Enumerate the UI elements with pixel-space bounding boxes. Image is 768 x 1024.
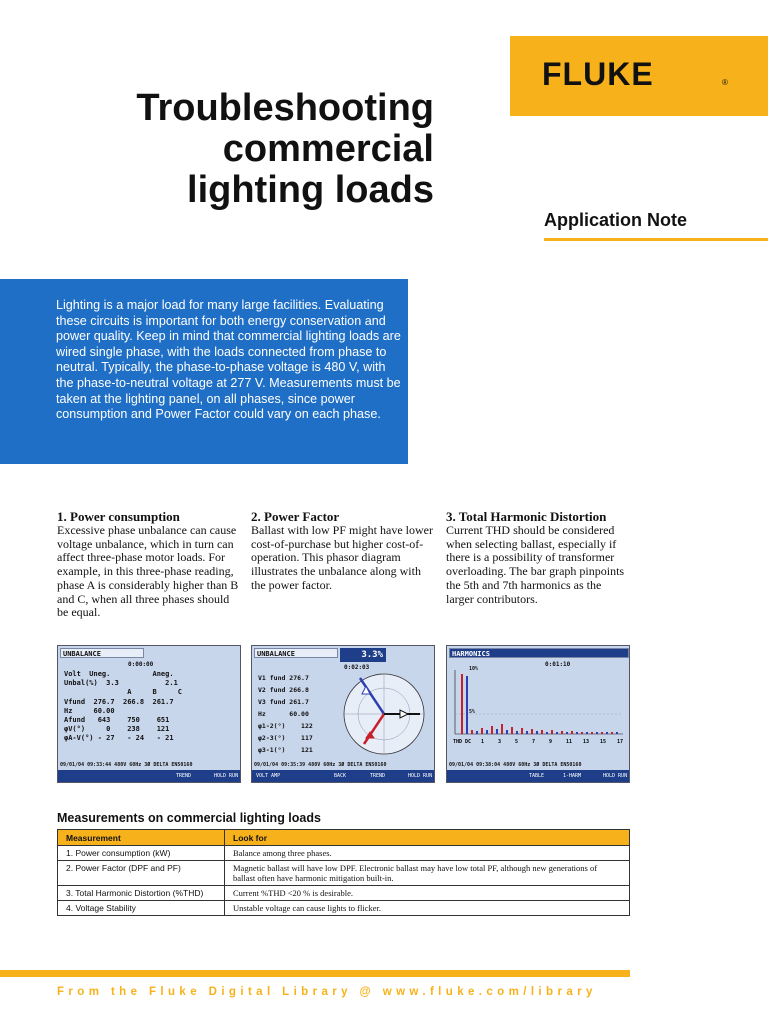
title-line-2: commercial [222,128,434,170]
section-power-consumption [57,509,241,620]
softkey-trend: TREND [176,773,192,779]
harmonic-bar [536,731,538,734]
harmonic-tick-label: 11 [566,739,573,745]
table-cell: Unstable voltage can cause lights to flicker. [225,901,630,916]
harmonic-tick-label: 5 [515,739,519,745]
softkey-bar [252,770,434,782]
harmonic-bar [596,732,598,734]
harmonics-bar-graph [451,668,627,758]
reading-row: φA-V(°) - 27 - 24 - 21 [64,734,174,742]
intro-text: Lighting is a major load for many large facilities. Evaluating these circuits is important for both energy conservation and power quality. Keep in mind that commercial lighting loads are wired single phase, with the loads connected from phase to neutral. Typically, the phase-to-phase voltage is 480 V, with the phase-to-neutral voltage at 277 V. Measurements must be taken at the lighting panel, on all phases, since power consumption and Power Factor could vary on each phase. [56,298,401,422]
reading-row: φ2-3(°) 117 [258,734,313,742]
reading-row: A B C [64,688,183,696]
harmonic-bar [491,726,493,734]
harmonic-tick-label: 7 [532,739,536,745]
harmonic-bar [566,732,568,734]
harmonic-bar [501,724,503,734]
harmonic-bar [541,730,543,734]
harmonic-bar [576,732,578,734]
reading-row: φ1-2(°) 122 [258,722,313,730]
section-heading: 2. Power Factor [251,509,340,524]
table-header-row [58,830,630,846]
harmonic-bar [586,732,588,734]
harmonic-bar [611,732,613,734]
title-line-1: Troubleshooting [136,87,434,129]
section-power-factor [251,509,435,593]
softkey-volt-amp: VOLT AMP [256,773,281,779]
reading-row: Vfund 276.7 266.8 261.7 [64,698,174,706]
harmonic-bar [591,732,593,734]
registered-mark: ® [722,78,728,87]
footer-rule [0,970,630,977]
screenshot-phasor [251,645,435,783]
softkey-hold: HOLD RUN [214,773,239,779]
table-cell: 2. Power Factor (DPF and PF) [58,861,225,886]
harmonic-bar [506,730,508,734]
table-cell: 3. Total Harmonic Distortion (%THD) [58,886,225,901]
table-header-measurement: Measurement [58,830,225,846]
softkey-1-harm: 1-HARM [563,773,582,779]
page-title [14,88,434,211]
fluke-logo [510,36,768,116]
reading-row: φ3-1(°) 121 [258,746,313,754]
reading-row: Volt Uneg. Aneg. [64,670,174,678]
screen-status: 09/01/04 09:38:04 480V 60Hz 3Ø DELTA EN50160 [449,762,582,768]
table-header-look-for: Look for [225,830,630,846]
screen-header: UNBALANCE [60,648,144,658]
harmonic-bar [526,731,528,734]
harmonic-tick-label: 1 [481,739,485,745]
title-line-3: lighting loads [187,169,434,211]
reading-row: Hz 60.00 [258,710,309,718]
screen-status: 09/01/04 09:33:44 480V 60Hz 3Ø DELTA EN50160 [60,762,193,768]
logo-wordmark: FLUKE [542,56,654,92]
harmonic-bar [511,727,513,734]
section-body: Excessive phase unbalance can cause voltage unbalance, which in turn can affect three-phase motor loads. For example, in this three-phase reading, phase A is considerably higher than B and C, when all three phases should be equal. [57,523,239,620]
harmonic-bars [461,674,618,734]
softkey-bar [447,770,629,782]
harmonic-bar [606,732,608,734]
reading-row: V1 fund 276.7 [258,674,309,682]
table-cell: 4. Voltage Stability [58,901,225,916]
harmonic-bar [486,730,488,734]
harmonic-ticks [481,739,623,745]
table-cell: Current %THD <20 % is desirable. [225,886,630,901]
table-row [58,886,630,901]
table-cell: Magnetic ballast will have low DPF. Electronic ballast may have low total PF, although new generations of ballast often have harmonic mitigation built-in. [225,861,630,886]
table-title: Measurements on commercial lighting loads [57,811,321,825]
harmonic-tick-label: 3 [498,739,502,745]
section-body: Ballast with low PF might have lower cost-of-purchase but higher cost-of-operation. This phasor diagram illustrates the unbalance along with the power factor. [251,523,433,592]
harmonic-bar [516,731,518,734]
harmonic-bar [601,732,603,734]
screen-time: 0:00:00 [128,661,154,668]
reading-row: V3 fund 261.7 [258,698,309,706]
table-row [58,861,630,886]
unbalance-badge: 3.3% [340,648,386,662]
table-row [58,901,630,916]
table-cell: 1. Power consumption (kW) [58,846,225,861]
harmonic-bar [581,732,583,734]
reading-row: Unbal(%) 3.3 2.1 [64,679,178,687]
phasor-diagram [336,666,434,760]
doc-type-rule [544,238,768,241]
softkey-trend: TREND [370,773,386,779]
table-cell: Balance among three phases. [225,846,630,861]
section-thd [446,509,630,606]
section-heading: 1. Power consumption [57,509,180,524]
doc-type-label: Application Note [544,210,687,230]
screenshot-unbalance [57,645,241,783]
measurements-table [57,829,630,916]
harmonic-bar [546,732,548,734]
softkey-hold: HOLD RUN [603,773,628,779]
level-label-10: 10% [469,666,479,672]
screen-time: 0:02:03 [344,664,370,671]
intro-box [0,279,408,464]
softkey-bar [58,770,240,782]
section-body: Current THD should be considered when selecting ballast, especially if there is a possibility of transformer overloading. The bar graph pinpoints the 5th and 7th harmonics as the larger contributors. [446,523,625,606]
harmonic-tick-label: 9 [549,739,553,745]
harmonic-bar [556,732,558,734]
harmonic-bar [476,731,478,734]
harmonic-bar [616,732,618,734]
reading-row: V2 fund 266.8 [258,686,309,694]
softkey-back: BACK [334,773,347,779]
harmonic-bar [496,729,498,734]
harmonic-bar [571,731,573,734]
harmonic-bar [561,731,563,734]
reading-row: Hz 60.00 [64,707,115,715]
level-label-5: 5% [469,709,476,715]
harmonic-bar [461,674,463,734]
table-row [58,846,630,861]
screenshot-harmonics [446,645,630,783]
harmonic-bar [466,676,468,734]
screen-status: 09/01/04 09:35:39 480V 60Hz 3Ø DELTA EN50160 [254,762,387,768]
harmonic-tick-label: 17 [617,739,624,745]
screen-header: HARMONICS [449,648,629,658]
softkey-hold: HOLD RUN [408,773,433,779]
harmonic-bar [471,730,473,734]
screen-time: 0:01:10 [545,661,571,668]
reading-row: φV(°) 0 238 121 [64,725,170,733]
softkey-table: TABLE [529,773,545,779]
harmonic-tick-label: 13 [583,739,590,745]
harmonic-tick-label: 15 [600,739,607,745]
reading-row: Afund 643 750 651 [64,716,170,724]
thd-dc-label: THD DC [453,739,472,745]
screen-header: UNBALANCE [254,648,338,658]
harmonic-bar [551,730,553,734]
footer-text: From the Fluke Digital Library @ www.fluke.com/library [57,986,597,998]
section-heading: 3. Total Harmonic Distortion [446,509,607,524]
harmonic-bar [531,729,533,734]
harmonic-bar [521,728,523,734]
harmonic-bar [481,728,483,734]
